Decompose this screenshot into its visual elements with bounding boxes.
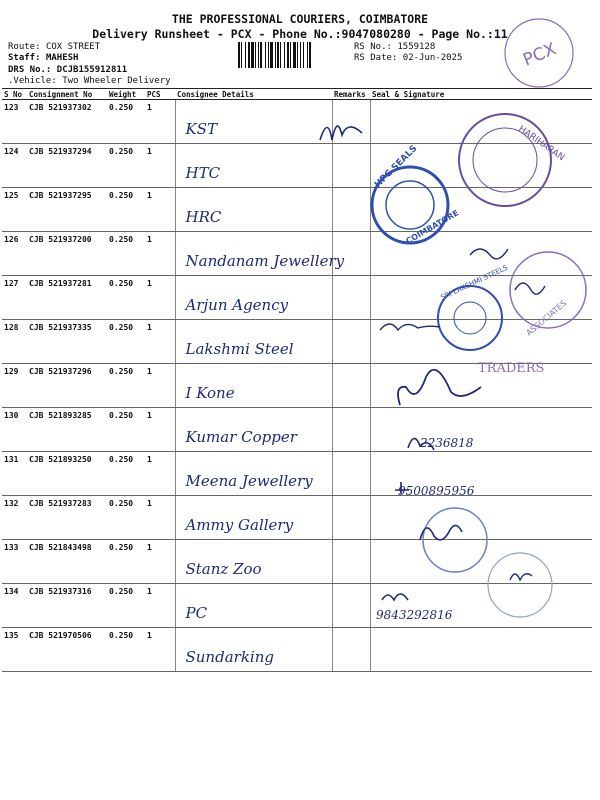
vehicle-label: .Vehicle: [8,76,57,86]
col-consignment: Consignment No [27,89,107,100]
table-header [2,89,592,100]
row-seal [370,320,592,364]
row-pcs: 1 [145,144,175,188]
row-sno: 131 [2,452,27,496]
row-weight: 0.250 [107,584,145,628]
row-pcs: 1 [145,584,175,628]
row-weight: 0.250 [107,540,145,584]
traders-stamp: TRADERS [478,361,545,376]
row-consignee [175,628,332,672]
row-consignee [175,452,332,496]
table-row [2,584,592,628]
table-row [2,188,592,232]
row-sno: 125 [2,188,27,232]
staff-label: Staff: [8,53,41,63]
col-pcs: PCS [145,89,175,100]
row-seal [370,408,592,452]
col-seal: Seal & Signature [370,89,592,100]
row-remarks [332,452,370,496]
row-seal [370,364,592,408]
handwritten-consignee: I Kone [185,384,235,402]
table-row [2,452,592,496]
row-pcs: 1 [145,276,175,320]
table-row [2,320,592,364]
route-line [8,42,100,53]
row-remarks [332,540,370,584]
row-weight: 0.250 [107,188,145,232]
handwritten-consignee: Ammy Gallery [185,516,294,534]
handwritten-consignee: HTC [185,164,221,182]
row-pcs: 1 [145,364,175,408]
row-consignment-no: CJB 521893250 [27,452,107,496]
row-weight: 0.250 [107,276,145,320]
row-consignment-no: CJB 521937294 [27,144,107,188]
row-consignment-no: CJB 521937296 [27,364,107,408]
handwritten-consignee: KST [185,120,217,138]
table-row [2,540,592,584]
row-remarks [332,188,370,232]
row-pcs: 1 [145,232,175,276]
row-remarks [332,628,370,672]
row-pcs: 1 [145,188,175,232]
route-value: COX STREET [45,42,101,52]
row-weight: 0.250 [107,628,145,672]
row-sno: 129 [2,364,27,408]
row-consignment-no: CJB 521937281 [27,276,107,320]
svg-text:HPC SEALS: HPC SEALS [373,143,420,191]
rs-no-line [354,42,435,53]
row-consignment-no: CJB 521937295 [27,188,107,232]
row-seal [370,100,592,144]
row-weight: 0.250 [107,232,145,276]
col-remarks: Remarks [332,89,370,100]
staff-line [8,53,78,64]
runsheet-subtitle: Delivery Runsheet - PCX - Phone No.:9047080280 - Page No.:11 [92,27,508,41]
col-consignee: Consignee Details [175,89,332,100]
row-pcs: 1 [145,320,175,364]
row-weight: 0.250 [107,496,145,540]
row-pcs: 1 [145,452,175,496]
col-weight: Weight [107,89,145,100]
row-consignee [175,320,332,364]
handwritten-consignee: Lakshmi Steel [185,340,294,358]
row-sno: 132 [2,496,27,540]
pcx-stamp [502,16,576,90]
row-sno: 124 [2,144,27,188]
table-row [2,144,592,188]
row-consignment-no: CJB 521937316 [27,584,107,628]
row-sno: 130 [2,408,27,452]
svg-text:ASSOCIATES: ASSOCIATES [524,298,569,338]
row-sno: 126 [2,232,27,276]
row-sno: 123 [2,100,27,144]
row-remarks [332,364,370,408]
drs-label: DRS No.: [8,65,52,75]
row-remarks [332,276,370,320]
handwritten-consignee: Nandanam Jewellery [185,252,345,270]
row-consignee [175,188,332,232]
row-seal [370,188,592,232]
row-consignee [175,540,332,584]
row-consignee [175,408,332,452]
staff-value: MAHESH [45,53,79,63]
row-seal [370,628,592,672]
row-sno: 127 [2,276,27,320]
vehicle-value: Two Wheeler Delivery [62,76,171,86]
handwritten-consignee: Sundarking [185,648,274,666]
handwritten-consignee: Stanz Zoo [185,560,262,578]
row-sno: 135 [2,628,27,672]
row-seal [370,496,592,540]
drs-value: DCJB155912811 [56,65,128,75]
row-weight: 0.250 [107,452,145,496]
row-consignment-no: CJB 521937335 [27,320,107,364]
row-weight: 0.250 [107,100,145,144]
row-seal [370,276,592,320]
handwritten-consignee: Kumar Copper [185,428,297,446]
row-sno: 133 [2,540,27,584]
handwritten-number-131: 2236818 [420,436,474,450]
handwritten-number-132: 9500895956 [398,484,475,498]
company-title: THE PROFESSIONAL COURIERS, COIMBATORE [171,12,429,26]
row-seal [370,232,592,276]
rs-no-value: 1559128 [397,42,436,52]
row-consignment-no: CJB 521970506 [27,628,107,672]
row-remarks [332,584,370,628]
row-remarks [332,320,370,364]
row-consignee [175,496,332,540]
row-pcs: 1 [145,100,175,144]
row-consignment-no: CJB 521937283 [27,496,107,540]
row-consignee [175,584,332,628]
handwritten-number-135: 9843292816 [376,608,453,622]
row-weight: 0.250 [107,408,145,452]
row-pcs: 1 [145,408,175,452]
table-row [2,496,592,540]
row-consignment-no: CJB 521937200 [27,232,107,276]
runsheet-table [2,88,592,672]
row-weight: 0.250 [107,364,145,408]
row-pcs: 1 [145,540,175,584]
handwritten-consignee: Meena Jewellery [185,472,313,490]
table-row [2,100,592,144]
col-sno: S No [2,89,27,100]
drs-line [8,65,127,76]
row-sno: 128 [2,320,27,364]
row-remarks [332,100,370,144]
row-consignment-no: CJB 521937302 [27,100,107,144]
table-row [2,232,592,276]
svg-text:SRI LAKSHMI STEELS: SRI LAKSHMI STEELS [439,263,509,302]
svg-text:COIMBATORE: COIMBATORE [404,208,461,246]
barcode [238,42,348,68]
row-remarks [332,408,370,452]
row-consignee [175,144,332,188]
handwritten-consignee: PC [185,604,208,622]
row-pcs: 1 [145,496,175,540]
handwritten-consignee: Arjun Agency [185,296,289,314]
row-consignment-no: CJB 521893285 [27,408,107,452]
row-consignee [175,364,332,408]
row-consignee [175,100,332,144]
rs-date-label: RS Date: [354,53,398,63]
vehicle-line [8,76,171,87]
row-consignee [175,276,332,320]
row-sno: 134 [2,584,27,628]
row-remarks [332,144,370,188]
rs-no-label: RS No.: [354,42,392,52]
table-row [2,408,592,452]
handwritten-consignee: HRC [185,208,222,226]
row-consignee [175,232,345,276]
row-pcs: 1 [145,628,175,672]
row-weight: 0.250 [107,144,145,188]
row-seal [370,540,592,584]
rs-date-line [354,53,462,64]
row-weight: 0.250 [107,320,145,364]
rs-date-value: 02-Jun-2025 [402,53,463,63]
pcx-stamp-text: PCX [520,39,560,71]
row-remarks [332,496,370,540]
table-row [2,364,592,408]
svg-text:HARIHARAN: HARIHARAN [516,124,566,164]
row-consignment-no: CJB 521843498 [27,540,107,584]
table-row [2,276,592,320]
table-row [2,628,592,672]
row-seal [370,143,592,191]
route-label: Route: [8,42,41,52]
